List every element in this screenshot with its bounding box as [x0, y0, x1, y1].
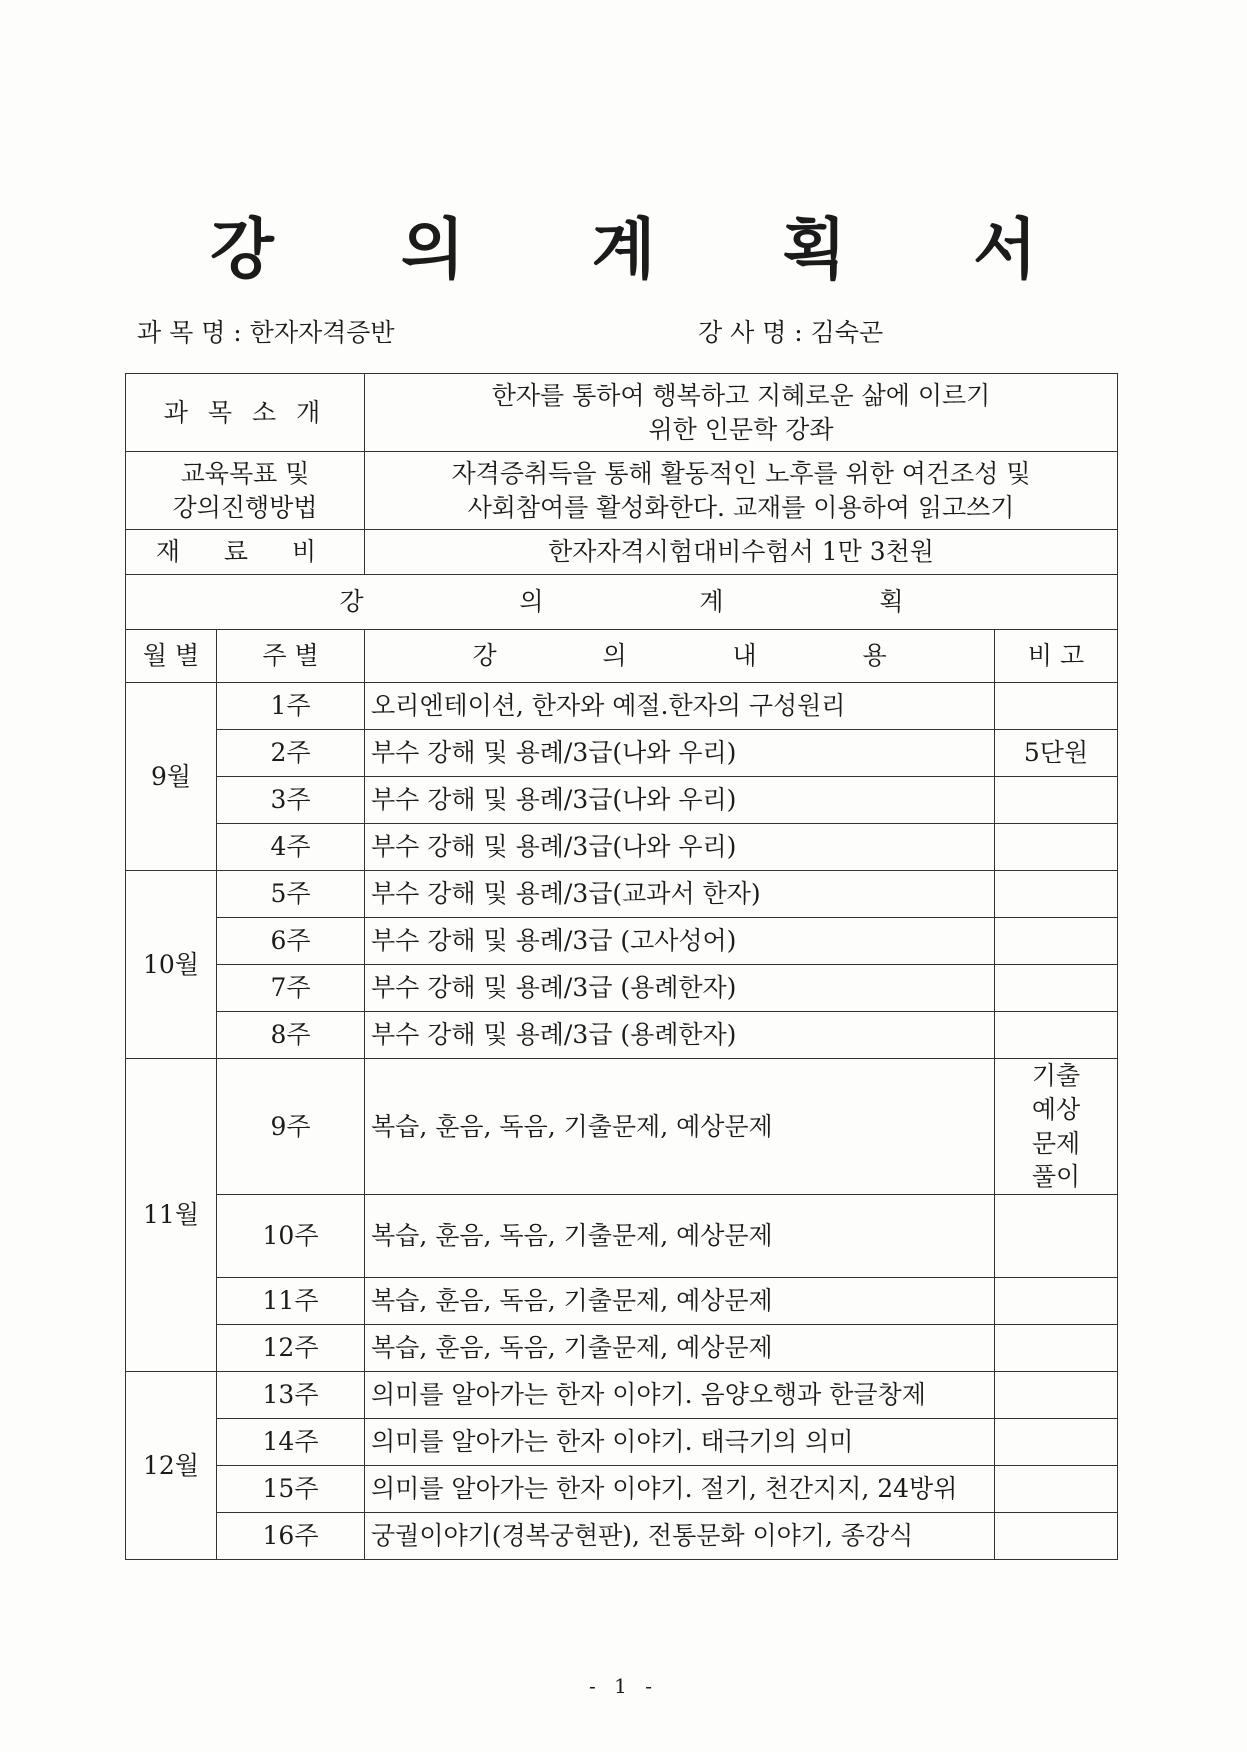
note-cell	[995, 918, 1118, 965]
material-label: 재 료 비	[126, 530, 365, 575]
table-row	[126, 1419, 1118, 1466]
content-char-4: 용	[862, 641, 887, 671]
week-cell: 9주	[217, 1059, 365, 1195]
week-cell: 10주	[217, 1195, 365, 1278]
content-cell: 부수 강해 및 용례/3급(교과서 한자)	[365, 871, 995, 918]
note-cell	[995, 965, 1118, 1012]
content-char-3: 내	[732, 641, 757, 671]
table-row	[126, 1278, 1118, 1325]
content-cell: 부수 강해 및 용례/3급(나와 우리)	[365, 730, 995, 777]
goal-row	[126, 452, 1118, 530]
section-char-3: 계	[699, 587, 724, 617]
document-title: 강 의 계 획 서	[210, 210, 1089, 288]
week-cell: 15주	[217, 1466, 365, 1513]
week-cell: 14주	[217, 1419, 365, 1466]
week-cell: 5주	[217, 871, 365, 918]
table-row	[126, 1466, 1118, 1513]
table-row	[126, 683, 1118, 730]
intro-line-1: 한자를 통하여 행복하고 지혜로운 삶에 이르기	[491, 380, 991, 410]
content-cell: 부수 강해 및 용례/3급 (용례한자)	[365, 1012, 995, 1059]
content-cell: 부수 강해 및 용례/3급(나와 우리)	[365, 777, 995, 824]
table-row	[126, 777, 1118, 824]
note-cell	[995, 1325, 1118, 1372]
goal-line-1: 자격증취득을 통해 활동적인 노후를 위한 여건조성 및	[451, 458, 1031, 488]
table-row	[126, 1195, 1118, 1278]
subject-label: 과 목 명 :	[137, 318, 242, 347]
intro-row	[126, 374, 1118, 452]
week-cell: 7주	[217, 965, 365, 1012]
note-cell	[995, 1195, 1118, 1278]
week-cell: 3주	[217, 777, 365, 824]
content-cell: 부수 강해 및 용례/3급 (용례한자)	[365, 965, 995, 1012]
note-cell	[995, 824, 1118, 871]
note-cell	[995, 683, 1118, 730]
week-cell: 12주	[217, 1325, 365, 1372]
table-row	[126, 824, 1118, 871]
lecture-plan-table	[125, 373, 1118, 1560]
content-cell: 궁궐이야기(경복궁현판), 전통문화 이야기, 종강식	[365, 1513, 995, 1560]
content-cell: 오리엔테이션, 한자와 예절.한자의 구성원리	[365, 683, 995, 730]
table-row	[126, 918, 1118, 965]
week-cell: 4주	[217, 824, 365, 871]
subject-line	[137, 320, 395, 345]
content-cell: 부수 강해 및 용례/3급 (고사성어)	[365, 918, 995, 965]
col-month-header: 월 별	[126, 630, 217, 683]
material-row	[126, 530, 1118, 575]
instructor-label: 강 사 명 :	[698, 318, 803, 347]
content-cell: 복습, 훈음, 독음, 기출문제, 예상문제	[365, 1278, 995, 1325]
note-cell	[995, 777, 1118, 824]
note-cell	[995, 871, 1118, 918]
table-row	[126, 965, 1118, 1012]
goal-label-line-2: 강의진행방법	[172, 492, 318, 522]
note-cell	[995, 1466, 1118, 1513]
content-cell: 의미를 알아가는 한자 이야기. 태극기의 의미	[365, 1419, 995, 1466]
week-cell: 6주	[217, 918, 365, 965]
subject-value: 한자자격증반	[249, 318, 395, 347]
intro-label: 과 목 소 개	[126, 374, 365, 452]
month-cell: 9월	[126, 683, 217, 871]
content-cell: 복습, 훈음, 독음, 기출문제, 예상문제	[365, 1325, 995, 1372]
content-cell: 의미를 알아가는 한자 이야기. 절기, 천간지지, 24방위	[365, 1466, 995, 1513]
table-row	[126, 1325, 1118, 1372]
table-row	[126, 730, 1118, 777]
month-cell: 12월	[126, 1372, 217, 1560]
note-line-3: 문제	[1031, 1128, 1081, 1158]
content-cell: 부수 강해 및 용례/3급(나와 우리)	[365, 824, 995, 871]
intro-line-2: 위한 인문학 강좌	[648, 414, 834, 444]
goal-label-line-1: 교육목표 및	[180, 458, 310, 488]
week-cell: 2주	[217, 730, 365, 777]
plan-section-row	[126, 575, 1118, 630]
content-cell: 복습, 훈음, 독음, 기출문제, 예상문제	[365, 1195, 995, 1278]
content-cell: 복습, 훈음, 독음, 기출문제, 예상문제	[365, 1059, 995, 1195]
note-cell	[995, 1419, 1118, 1466]
plan-section-title	[126, 575, 1118, 630]
material-value: 한자자격시험대비수험서 1만 3천원	[365, 530, 1118, 575]
col-content-header	[365, 630, 995, 683]
week-cell: 13주	[217, 1372, 365, 1419]
week-cell: 1주	[217, 683, 365, 730]
note-line-2: 예상	[1031, 1094, 1081, 1124]
instructor-value: 김숙곤	[810, 318, 884, 347]
instructor-line	[698, 320, 883, 345]
week-cell: 8주	[217, 1012, 365, 1059]
content-char-2: 의	[602, 641, 627, 671]
note-line-1: 기출	[1031, 1061, 1081, 1090]
content-cell: 의미를 알아가는 한자 이야기. 음양오행과 한글창제	[365, 1372, 995, 1419]
goal-value	[365, 452, 1118, 530]
content-char-1: 강	[472, 641, 497, 671]
note-line-4: 풀이	[1031, 1162, 1081, 1192]
col-week-header: 주 별	[217, 630, 365, 683]
month-cell: 10월	[126, 871, 217, 1059]
table-row	[126, 1059, 1118, 1195]
note-cell	[995, 1372, 1118, 1419]
month-cell: 11월	[126, 1059, 217, 1372]
note-cell	[995, 1513, 1118, 1560]
section-char-2: 의	[519, 587, 544, 617]
section-char-4: 획	[879, 587, 904, 617]
table-row	[126, 1372, 1118, 1419]
note-cell	[995, 1059, 1118, 1195]
note-cell	[995, 1278, 1118, 1325]
goal-label	[126, 452, 365, 530]
table-row	[126, 1012, 1118, 1059]
goal-line-2: 사회참여를 활성화한다. 교재를 이용하여 읽고쓰기	[467, 492, 1015, 522]
col-note-header: 비 고	[995, 630, 1118, 683]
page-number: - 1 -	[589, 1674, 658, 1698]
column-header-row	[126, 630, 1118, 683]
table-row	[126, 871, 1118, 918]
note-cell	[995, 1012, 1118, 1059]
intro-value	[365, 374, 1118, 452]
section-char-1: 강	[339, 587, 364, 617]
table-row	[126, 1513, 1118, 1560]
week-cell: 11주	[217, 1278, 365, 1325]
note-cell: 5단원	[995, 730, 1118, 777]
week-cell: 16주	[217, 1513, 365, 1560]
